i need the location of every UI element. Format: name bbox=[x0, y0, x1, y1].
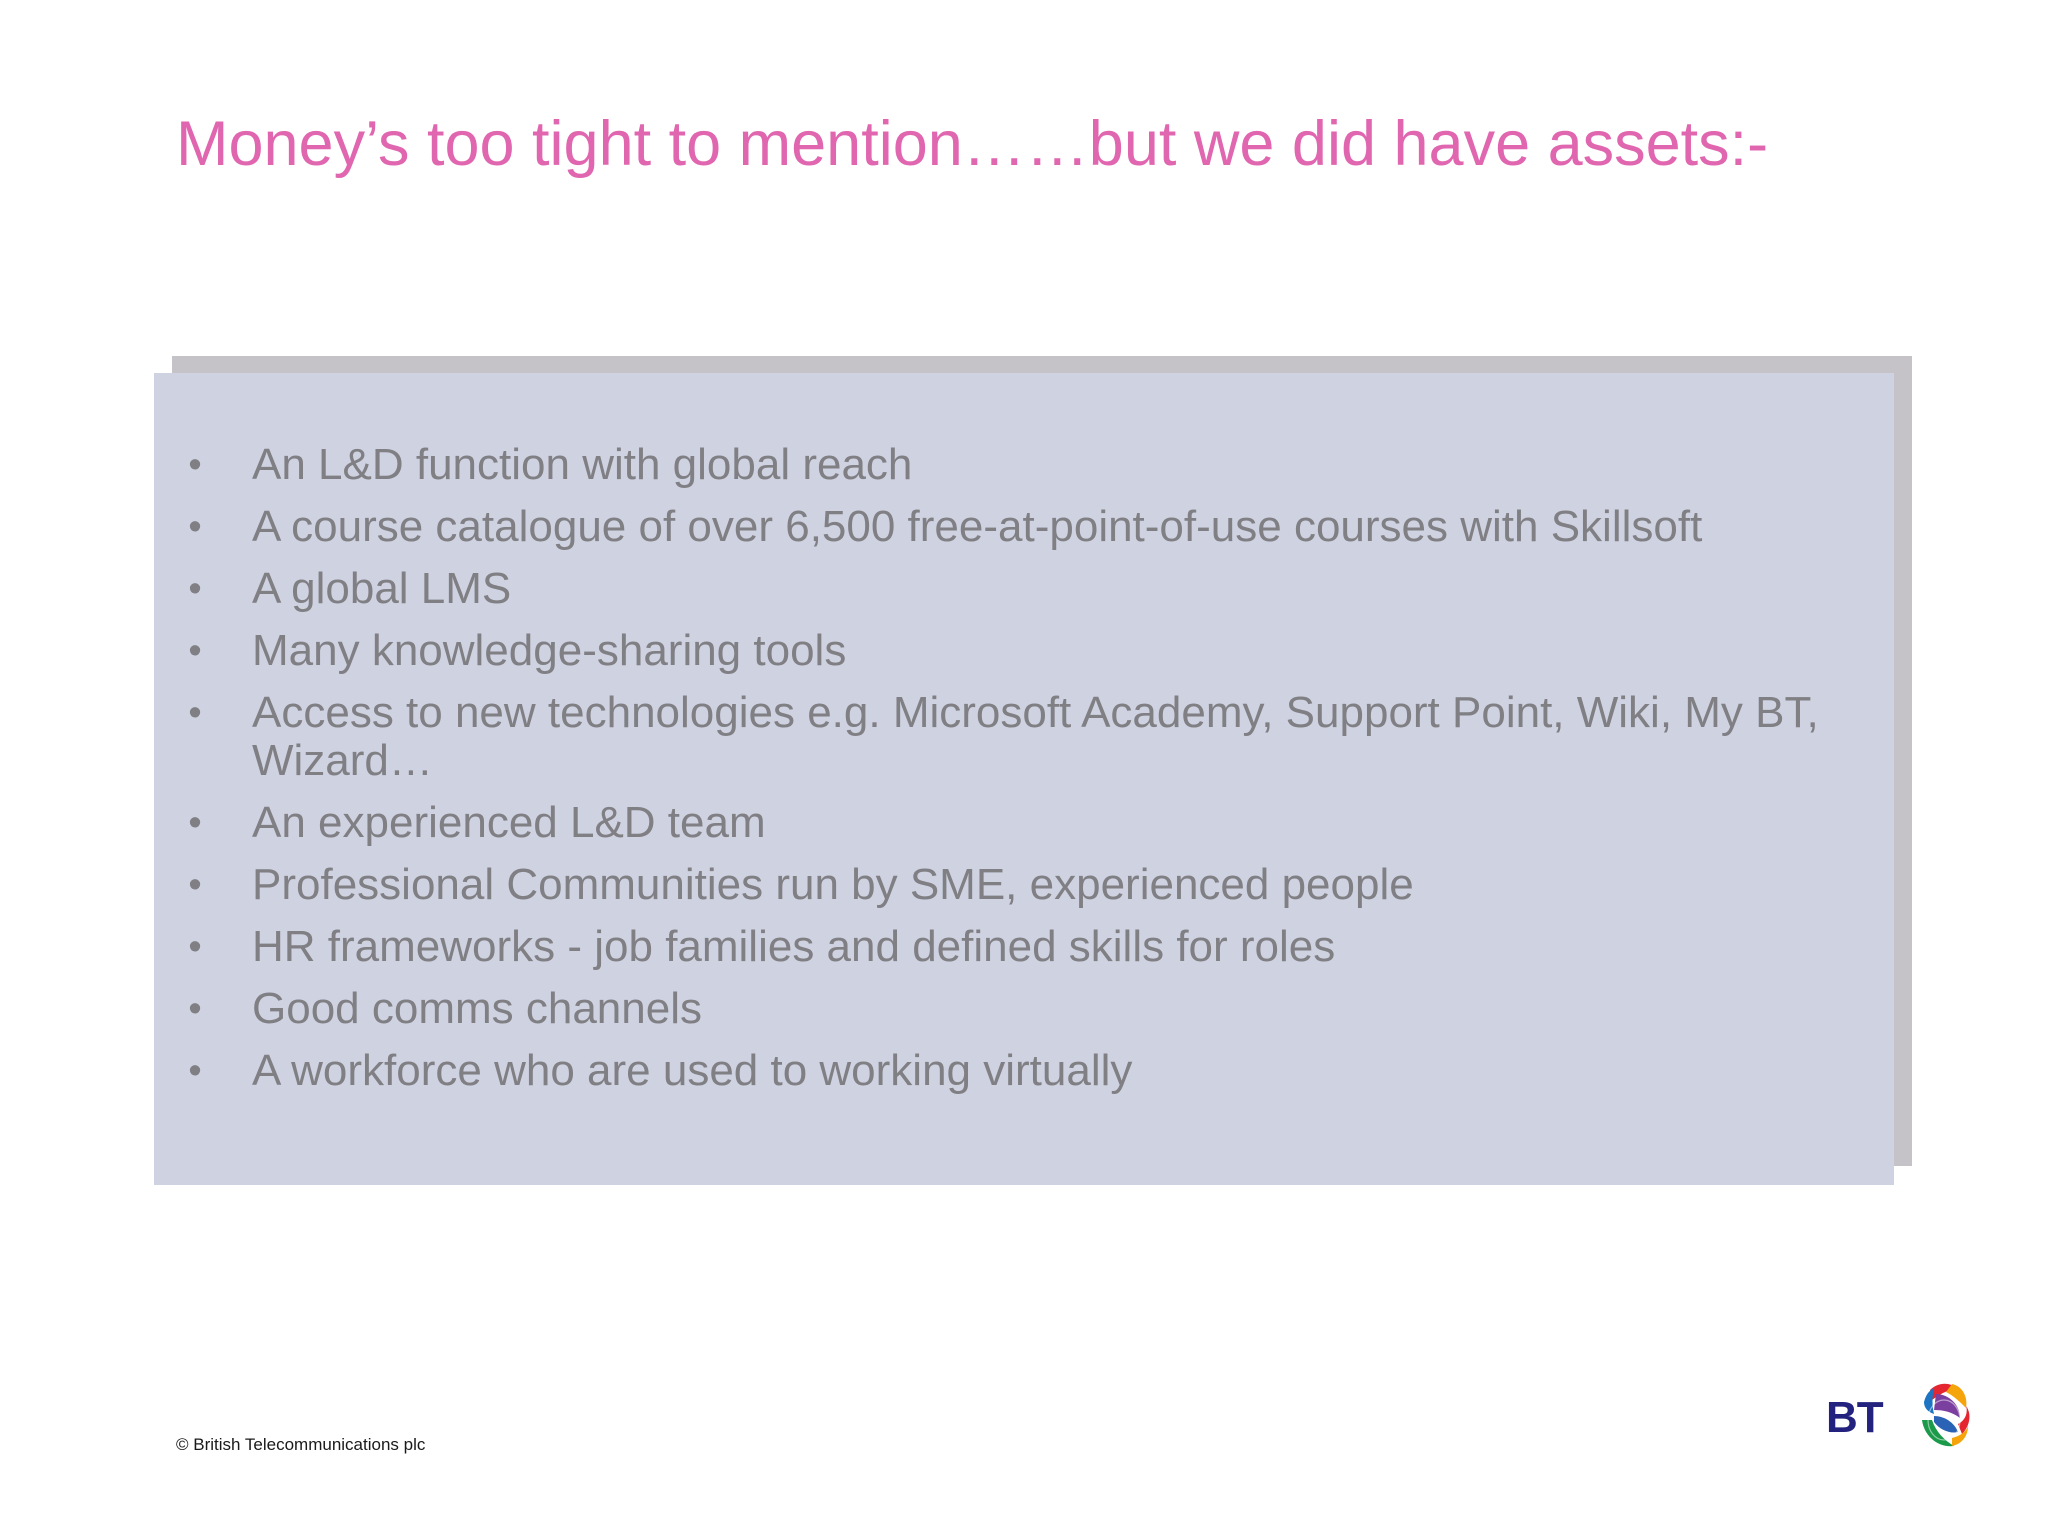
bt-piper-globe-icon bbox=[1826, 1376, 1972, 1456]
bullet-text: An L&D function with global reach bbox=[252, 440, 913, 489]
bullet-icon: • bbox=[188, 444, 202, 486]
bullet-text: Professional Communities run by SME, experienced people bbox=[252, 860, 1414, 909]
bullet-item bbox=[154, 689, 1894, 785]
bullet-item bbox=[154, 923, 1894, 971]
bullet-item bbox=[154, 565, 1894, 613]
bullet-text: Access to new technologies e.g. Microsoft Academy, Support Point, Wiki, My BT, Wizard… bbox=[252, 688, 1819, 785]
bullet-item bbox=[154, 985, 1894, 1033]
bullet-list bbox=[154, 441, 1894, 1109]
bullet-text: An experienced L&D team bbox=[252, 798, 766, 847]
bullet-item bbox=[154, 799, 1894, 847]
bullet-icon: • bbox=[188, 988, 202, 1030]
bullet-text: A course catalogue of over 6,500 free-at-point-of-use courses with Skillsoft bbox=[252, 502, 1703, 551]
bullet-icon: • bbox=[188, 1050, 202, 1092]
slide-title: Money’s too tight to mention……but we did have assets:- bbox=[176, 109, 1769, 179]
bullet-item bbox=[154, 861, 1894, 909]
bullet-item bbox=[154, 627, 1894, 675]
bullet-icon: • bbox=[188, 630, 202, 672]
bt-logo-text: BT bbox=[1826, 1393, 1883, 1442]
bullet-item bbox=[154, 1047, 1894, 1095]
bullet-icon: • bbox=[188, 692, 202, 734]
bt-logo bbox=[1826, 1376, 1972, 1456]
bullet-text: Good comms channels bbox=[252, 984, 702, 1033]
bullet-text: Many knowledge-sharing tools bbox=[252, 626, 847, 675]
bt-globe-icon bbox=[1922, 1384, 1969, 1446]
content-box bbox=[154, 373, 1894, 1185]
bullet-icon: • bbox=[188, 802, 202, 844]
bullet-icon: • bbox=[188, 926, 202, 968]
bullet-text: A workforce who are used to working virtually bbox=[252, 1046, 1133, 1095]
bullet-icon: • bbox=[188, 568, 202, 610]
copyright-notice: © British Telecommunications plc bbox=[176, 1435, 426, 1454]
bullet-text: A global LMS bbox=[252, 564, 512, 613]
bullet-item bbox=[154, 503, 1894, 551]
bullet-icon: • bbox=[188, 864, 202, 906]
bullet-item bbox=[154, 441, 1894, 489]
bullet-text: HR frameworks - job families and defined skills for roles bbox=[252, 922, 1336, 971]
bullet-icon: • bbox=[188, 506, 202, 548]
